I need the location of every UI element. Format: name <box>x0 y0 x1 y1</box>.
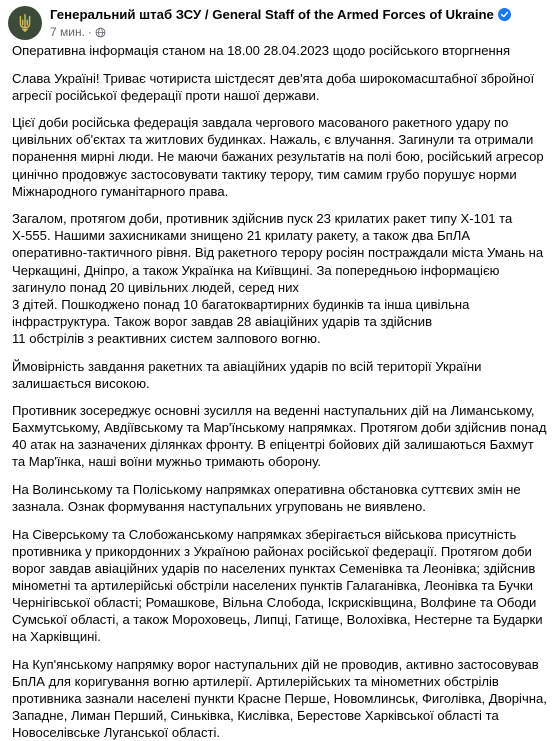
name-row <box>50 7 511 22</box>
post-meta <box>50 25 511 39</box>
post-paragraph: На Волинському та Поліському напрямках оперативна обстановка суттєвих змін не зазнала. Ознак формування наступальних угруповань не виявлено. <box>12 482 521 515</box>
post-timestamp[interactable]: 7 мин. <box>50 25 85 39</box>
verified-badge-icon <box>498 8 511 21</box>
globe-icon[interactable] <box>95 27 106 38</box>
post-body <box>8 42 552 741</box>
post-paragraph: На Сіверському та Слобожанському напрямках зберігається військова присутність противника у прикордонних з Україною районах російської федерації. Протягом доби ворог завдав авіаційних ударів по населених пунктах Семенівка та Леонівка; здійснив мінометні та артилерійські обстріли населених пунктів Галаганівка, Леонівка та Бучки Чернігівської області; Ромашкове, Вільна Слобода, Іскрисківщина, Волфине та Ободи Сумської області, а також Мороховець, Липці, Гатище, Волохівка, Нестерне та Бударки на Харківщині. <box>12 526 543 645</box>
page-name-link[interactable]: Генеральний штаб ЗСУ / General Staff of the Armed Forces of Ukraine <box>50 7 494 22</box>
meta-separator: · <box>87 25 92 39</box>
post-paragraph: Оперативна інформація станом на 18.00 28.04.2023 щодо російського вторгнення <box>12 43 511 58</box>
post-paragraph: Загалом, протягом доби, противник здійснив пуск 23 крилатих ракет типу Х-101 та Х-555. Нашими захисниками знищено 21 крилату ракету, а також два БпЛА оперативно-тактичного рівня. Від ракетного терору росіян постраждали міста Умань на Черкащині, Дніпро, а також Українка на Київщині. За попередньою інформацією загинуло понад 20 цивільних людей, серед них 3 дітей. Пошкоджено понад 10 багатоквартирних будинків та інша цивільна інфраструктура. Також ворог завдав 28 авіаційних ударів та здійснив 11 обстрілів з реактивних систем залпового вогню. <box>12 211 544 346</box>
post-paragraph: Противник зосереджує основні зусилля на веденні наступальних дій на Лиманському, Бахмутському, Авдіївському та Мар'їнському напрямках. Протягом доби здійснив понад 40 атак на зазначених ділянках фронту. В епіцентрі бойових дій залишаються Бахмут та Мар'їнка, наші воїни мужньо тримають оборону. <box>12 403 547 470</box>
post-header <box>8 0 552 42</box>
trident-emblem-icon <box>14 12 36 34</box>
header-text <box>50 6 511 39</box>
post-paragraph: Ймовірність завдання ракетних та авіаційних ударів по всій території України залишається високою. <box>12 358 482 391</box>
post-paragraph: Цієї доби російська федерація завдала чергового масованого ракетного удару по цивільних об'єктах та житлових будинках. Нажаль, є влучання. Загинули та отримали поранення мирні люди. Не маючи бажаних результатів на полі бою, російський агресор цинічно продовжує застосовувати тактику терору, тим самим грубо порушує норми Міжнародного гуманітарного права. <box>12 115 544 199</box>
post-paragraph: На Куп'янському напрямку ворог наступальних дій не проводив, активно застосовував БпЛА для коригування вогню артилерії. Артилерійських та мінометних обстрілів противника зазнали населені пункти Красне Перше, Новомлинськ, Фиголівка, Дворічна, Западне, Лиман Перший, Синьківка, Кислівка, Берестове Харківської області та Новоселівське Луганської області. <box>12 656 547 741</box>
page-avatar[interactable] <box>8 6 42 40</box>
post-paragraph: Слава Україні! Триває чотириста шістдесят дев'ята доба широкомасштабної збройної агресії російської федерації проти нашої держави. <box>12 70 535 103</box>
